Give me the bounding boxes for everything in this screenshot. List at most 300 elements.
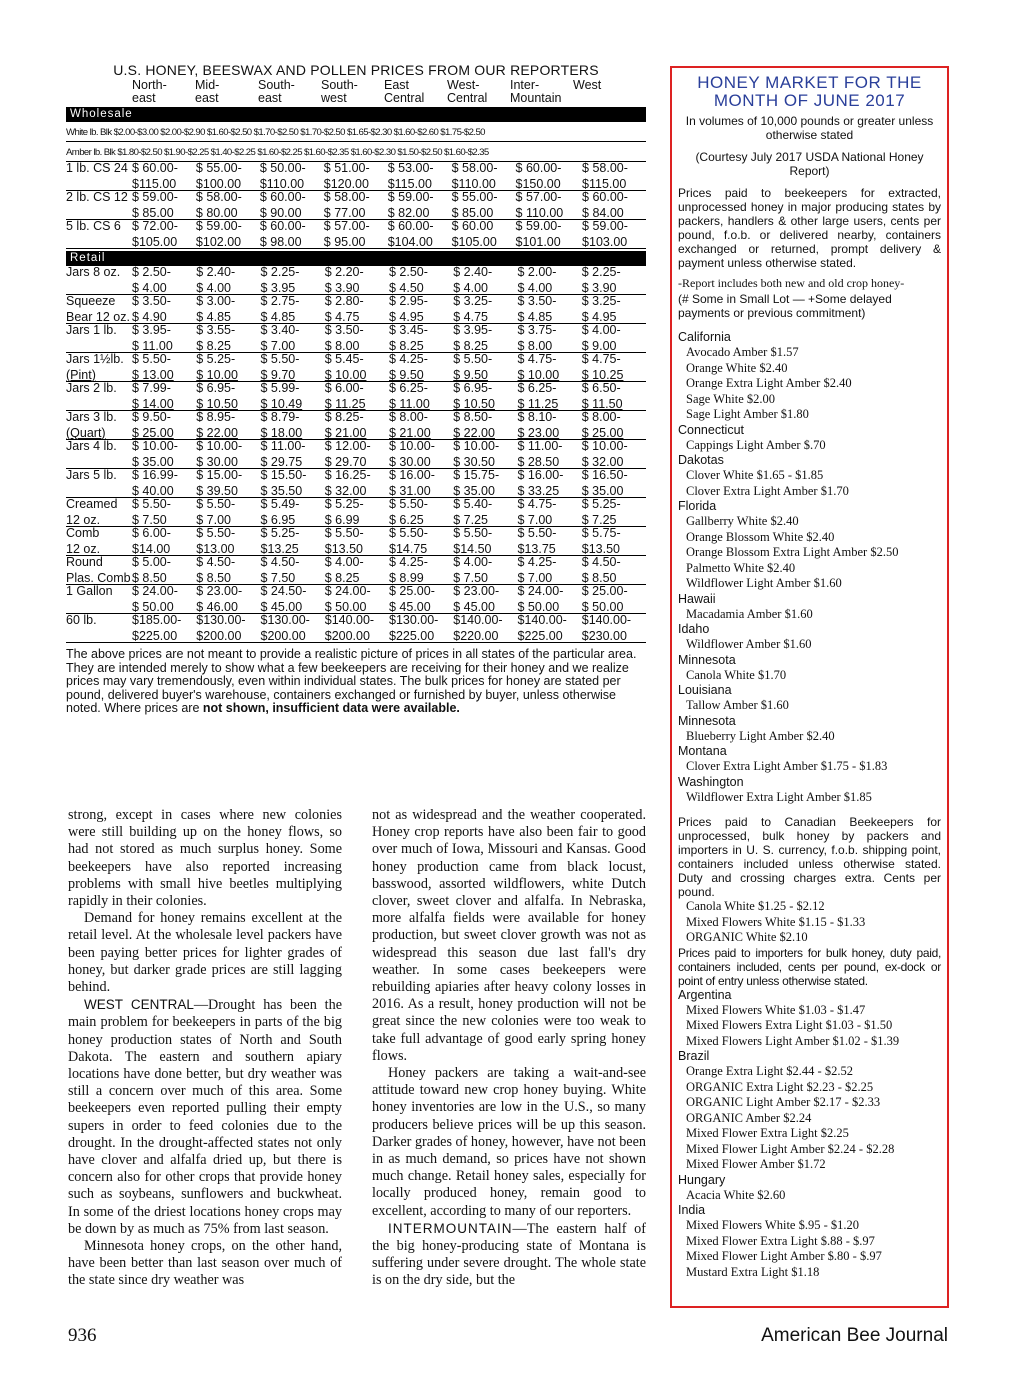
row-label-2	[66, 598, 132, 614]
price-row-cont	[66, 308, 646, 324]
price-cell: $ 57.00-	[515, 190, 562, 204]
price-item: Mixed Flower Amber $1.72	[686, 1157, 826, 1171]
article-paragraph: not as widespread and the weather cooperated. Honey crop reports have also been fair to good over much of Iowa, Missouri and Kansas. Good honey production came from black locust, basswood, assorted wildflowers, white Dutch clover, sweet clover and alfalfa. In Nebraska, more alfalfa fields were available for honey production, but sweet clover growth was not as widespread this season due last fall's dry weather. In some cases beekeepers were rebuilding apiaries after heavy colony losses in 2016. As a result, honey production will not be great since the new colonies were too weak to take full advantage of good early spring honey flows.	[372, 807, 646, 1064]
price-cell: $ 5.50-	[389, 526, 428, 540]
price-item: Wildflower Light Amber $1.60	[686, 576, 842, 590]
row-label: 5 lb. CS 6	[66, 219, 121, 233]
price-cell: $ 4.75	[325, 308, 389, 324]
price-cell: $ 4.50-	[260, 555, 300, 569]
article-text: —The eastern half of the big honey-producing state of Montana is suffering under severe drought. The whole state is on the dry side, but the	[372, 1220, 646, 1289]
price-cell: $13.50	[325, 540, 389, 556]
price-cell: $ 4.25-	[517, 555, 557, 569]
region-name: Brazil	[678, 1049, 710, 1063]
price-cell: $ 4.85	[518, 308, 582, 324]
price-cell: $ 58.00-	[195, 190, 242, 204]
price-row	[66, 556, 646, 569]
white-bulk-line: White lb. Blk $2.00-$3.00 $2.00-$2.90 $1.60-$2.50 $1.70-$2.50 $1.70-$2.50 $1.65-$2.30 $1.60-$2.60 $1.75-$2.50	[66, 122, 646, 142]
price-cell: $200.00	[325, 627, 389, 643]
price-cell: $ 8.10-	[517, 410, 557, 424]
price-cell: $ 4.00	[196, 279, 260, 295]
price-row-cont	[66, 511, 646, 527]
price-cell: $ 6.25-	[517, 381, 557, 395]
price-cell: $140.00-	[581, 613, 632, 627]
price-cell: $ 7.25	[453, 511, 517, 527]
price-cell: $115.00	[582, 175, 646, 191]
region-line2: east	[195, 91, 219, 105]
price-cell: $ 5.50-	[453, 526, 493, 540]
price-cell: $ 8.79-	[260, 410, 300, 424]
price-cell: $ 2.20-	[324, 265, 364, 279]
region-name: Connecticut	[678, 422, 745, 437]
price-cell: $ 50.00-	[259, 161, 306, 175]
canada-prices	[678, 899, 941, 946]
price-cell: $200.00	[261, 627, 325, 643]
price-cell: $ 72.00-	[132, 219, 178, 233]
price-cell: $ 22.00	[453, 424, 517, 440]
price-item: Mixed Flowers White $.95 - $1.20	[686, 1218, 860, 1232]
row-label: Jars 4 lb.	[66, 439, 117, 453]
price-cell: $ 55.00-	[451, 190, 498, 204]
price-row-cont	[66, 482, 646, 498]
price-cell: $ 50.00	[132, 598, 196, 614]
price-cell: $130.00-	[389, 613, 439, 627]
price-cell: $200.00	[196, 627, 260, 643]
price-cell: $ 10.50	[196, 395, 260, 411]
price-cell: $ 32.00	[325, 482, 389, 498]
price-cell: $ 6.95-	[196, 381, 236, 395]
price-cell: $ 24.00-	[324, 584, 371, 598]
article-column-b	[372, 807, 646, 1290]
region-spacer	[66, 79, 132, 105]
price-row-cont	[66, 627, 646, 643]
price-table-section	[66, 62, 646, 716]
price-cell: $ 60.00-	[132, 161, 178, 175]
price-cell: $ 4.85	[196, 308, 260, 324]
price-cell: $ 3.90	[325, 279, 389, 295]
row-label-2	[66, 395, 132, 411]
price-cell: $ 8.95-	[196, 410, 236, 424]
article-text: —Drought has been the main problem for beekeepers in parts of the big honey production states of North and South Dakota. The eastern and southern apiary locations have done better, but dry weather was still a concern over much of this area. Some beekeepers even reported pulling their empty supers in order to feed colonies due to the drought. In the drought-affected states not only have clover and alfalfa dried up, but there is concern also for other crops that provide honey such as soybeans, sunflowers and buckwheat. In some of the driest locations honey crops may be down by as much as 75% from last season.	[68, 997, 342, 1237]
region-name: Hawaii	[678, 591, 716, 606]
price-item: Clover White $1.65 - $1.85	[686, 468, 824, 482]
price-cell: $ 9.00	[582, 337, 646, 353]
row-label: Comb	[66, 526, 100, 540]
row-label: 2 lb. CS 12	[66, 190, 128, 204]
region-line2: Central	[384, 91, 425, 105]
price-item: Mixed Flowers Extra Light $1.03 - $1.50	[686, 1018, 893, 1032]
row-label: Jars 2 lb.	[66, 381, 117, 395]
price-cell: $102.00	[196, 233, 260, 249]
price-cell: $ 8.00	[325, 337, 389, 353]
region-header	[258, 79, 321, 105]
price-cell: $ 4.00-	[324, 555, 364, 569]
price-cell: $ 95.00	[324, 233, 388, 249]
price-cell: $ 7.00	[261, 337, 325, 353]
price-cell: $ 14.00	[132, 395, 196, 411]
price-cell: $ 23.00-	[453, 584, 500, 598]
sidebar-note: -Report includes both new and old crop honey-	[678, 276, 905, 290]
price-row	[66, 191, 646, 204]
price-cell: $ 7.25	[582, 511, 646, 527]
price-cell: $ 84.00	[582, 204, 646, 220]
price-cell: $ 7.00	[518, 511, 582, 527]
price-cell: $ 8.50	[132, 569, 196, 585]
price-cell: $220.00	[453, 627, 517, 643]
region-name: Minnesota	[678, 652, 736, 667]
region-name: Florida	[678, 499, 717, 513]
price-item: Mixed Flower Light Amber $2.24 - $2.28	[686, 1141, 895, 1156]
price-cell: $ 4.75-	[517, 497, 557, 511]
price-cell: $ 16.25-	[324, 468, 371, 482]
price-cell: $101.00	[516, 233, 583, 249]
price-cell: $ 10.25	[582, 366, 646, 382]
price-cell: $ 60.00	[451, 219, 494, 233]
price-cell: $ 10.49	[261, 395, 325, 411]
price-cell: $13.25	[261, 540, 325, 556]
price-row-cont	[66, 279, 646, 295]
region-name: Argentina	[678, 987, 732, 1002]
price-item: Acacia White $2.60	[686, 1187, 786, 1202]
price-cell: $ 33.25	[518, 482, 582, 498]
price-cell: $ 59.00-	[387, 190, 434, 204]
sidebar-subtitle: In volumes of 10,000 pounds or greater unless otherwise stated	[685, 114, 934, 142]
price-cell: $ 5.50-	[389, 497, 428, 511]
price-item: Orange White $2.40	[686, 360, 788, 375]
price-item: ORGANIC White $2.10	[686, 930, 808, 944]
price-cell: $ 16.99-	[132, 468, 178, 482]
price-cell: $ 4.00	[453, 279, 517, 295]
disclaimer	[66, 648, 646, 716]
price-cell: $ 59.00-	[515, 219, 562, 233]
row-label-2: (Pint)	[66, 366, 132, 382]
article-paragraph: Demand for honey remains excellent at the retail level. At the wholesale level packers have been paying better prices for lighter grades of honey, but darker grade prices are still lagging behind.	[68, 910, 342, 996]
price-cell: $ 4.75	[453, 308, 517, 324]
region-name: Idaho	[678, 622, 710, 636]
price-row-cont	[66, 233, 646, 249]
price-item: Sage White $2.00	[686, 391, 775, 406]
price-cell: $ 11.00	[389, 395, 453, 411]
price-cell: $ 25.00-	[581, 584, 628, 598]
price-cell: $ 5.99-	[260, 381, 300, 395]
row-label: Squeeze	[66, 294, 116, 308]
price-cell: $ 4.50-	[581, 555, 621, 569]
price-cell: $ 6.25-	[389, 381, 428, 395]
price-row	[66, 527, 646, 540]
region-line1: West-	[447, 78, 480, 92]
price-cell: $ 8.50	[582, 569, 646, 585]
price-row-cont	[66, 569, 646, 585]
price-cell: $225.00	[132, 627, 196, 643]
price-cell: $ 50.00	[518, 598, 582, 614]
region-name: India	[678, 1203, 706, 1217]
price-cell: $110.00	[452, 175, 516, 191]
price-cell: $ 4.75-	[581, 352, 621, 366]
price-cell: $ 10.00-	[132, 439, 178, 453]
price-cell: $ 5.25-	[324, 497, 364, 511]
price-cell: $ 9.50-	[132, 410, 171, 424]
price-cell: $ 35.50	[261, 482, 325, 498]
price-cell: $ 3.50-	[517, 294, 557, 308]
price-cell: $150.00	[516, 175, 583, 191]
price-item: Orange Blossom Extra Light Amber $2.50	[686, 545, 899, 559]
price-cell: $110.00	[260, 175, 324, 191]
region-line1: North-	[132, 78, 167, 92]
price-cell: $ 16.00-	[517, 468, 564, 482]
price-cell: $ 5.40-	[453, 497, 493, 511]
price-cell: $ 25.00	[582, 424, 646, 440]
table-title: U.S. HONEY, BEESWAX AND POLLEN PRICES FROM OUR REPORTERS	[113, 62, 599, 78]
price-cell: $ 10.00-	[389, 439, 435, 453]
price-cell: $ 10.50	[453, 395, 517, 411]
article-paragraph: strong, except in cases where new colonies were still building up on the honey flows, so had not stored as much surplus honey. Some beekeepers have also reported increasing problems with small hive beetles multiplying rapidly in their colonies.	[68, 807, 342, 910]
price-row	[66, 324, 646, 337]
price-cell: $ 28.50	[518, 453, 582, 469]
price-cell: $ 5.50-	[196, 526, 236, 540]
price-cell: $ 98.00	[260, 233, 324, 249]
price-cell: $ 24.50-	[260, 584, 307, 598]
price-item: Mixed Flowers Light Amber $1.02 - $1.39	[686, 1033, 900, 1048]
price-item: Clover Extra Light Amber $1.75 - $1.83	[686, 759, 888, 773]
price-row-cont	[66, 424, 646, 440]
region-header	[447, 79, 510, 105]
price-cell: $ 3.50-	[324, 323, 364, 337]
price-row	[66, 585, 646, 598]
price-row	[66, 440, 646, 453]
price-cell: $ 11.50	[582, 395, 646, 411]
price-row-cont	[66, 598, 646, 614]
region-line2: Central	[447, 91, 488, 105]
price-item: Cappings Light Amber $.70	[686, 437, 826, 452]
region-line2: west	[321, 91, 347, 105]
price-item: Mixed Flowers White $1.15 - $1.33	[686, 914, 866, 929]
price-cell: $ 2.00-	[517, 265, 557, 279]
price-cell: $ 2.80-	[324, 294, 364, 308]
price-cell: $ 60.00-	[387, 219, 434, 233]
price-cell: $104.00	[388, 233, 452, 249]
disclaimer-bold: not shown, insufficient data were available.	[202, 701, 460, 715]
region-line1: Inter-	[510, 78, 540, 92]
price-cell: $ 82.00	[388, 204, 452, 220]
price-cell: $ 5.25-	[260, 526, 300, 540]
price-cell: $ 11.25	[518, 395, 582, 411]
article-paragraph: Honey packers are taking a wait-and-see attitude toward new crop honey buying. White honey inventories are low in the U.S., so many producers believe prices will be up this season. Darker grades of honey, however, have not been in as much demand, so prices have not shown much change. Retail honey sales, especially for locally produced honey, remain good to excellent, according to many of our reporters.	[372, 1065, 646, 1219]
price-item: Wildflower Extra Light Amber $1.85	[686, 789, 872, 804]
price-cell: $ 45.00	[453, 598, 517, 614]
price-cell: $ 3.95-	[453, 323, 493, 337]
price-cell: $13.00	[196, 540, 260, 556]
row-label-2	[66, 453, 132, 469]
price-cell: $ 3.40-	[260, 323, 300, 337]
price-cell: $ 35.00	[582, 482, 646, 498]
page-number: 936	[68, 1325, 97, 1346]
price-cell: $ 2.25-	[581, 265, 621, 279]
price-item: Clover Extra Light Amber $1.70	[686, 483, 849, 498]
price-item: Palmetto White $2.40	[686, 560, 796, 575]
price-row-cont	[66, 366, 646, 382]
price-cell: $ 5.75-	[581, 526, 621, 540]
row-label-2: (Quart)	[66, 424, 132, 440]
price-cell: $ 30.00	[196, 453, 260, 469]
price-cell: $ 2.50-	[389, 265, 428, 279]
price-cell: $ 32.00	[582, 453, 646, 469]
region-headers	[66, 79, 646, 105]
price-cell: $ 8.50-	[453, 410, 493, 424]
amber-bulk-line: Amber lb. Blk $1.80-$2.50 $1.90-$2.25 $1.40-$2.25 $1.60-$2.25 $1.60-$2.35 $1.60-$2.30 $1.50-$2.50 $1.60-$2.35	[66, 142, 646, 162]
price-cell: $ 50.00	[325, 598, 389, 614]
price-item: Gallberry White $2.40	[686, 514, 799, 528]
price-cell: $ 4.75-	[517, 352, 557, 366]
price-row	[66, 266, 646, 279]
region-line2: Mountain	[510, 91, 562, 105]
price-cell: $ 4.85	[261, 308, 325, 324]
price-cell: $ 10.00-	[196, 439, 243, 453]
price-cell: $100.00	[196, 175, 260, 191]
price-cell: $ 21.00	[325, 424, 389, 440]
article-paragraph	[68, 996, 342, 1238]
price-cell: $ 57.00-	[323, 219, 370, 233]
row-label-2: Bear 12 oz.	[66, 308, 132, 324]
price-cell: $ 59.00-	[132, 190, 178, 204]
price-cell: $140.00-	[453, 613, 503, 627]
price-cell: $ 4.50	[389, 279, 453, 295]
price-cell: $ 77.00	[324, 204, 388, 220]
region-name: Washington	[678, 774, 744, 789]
price-cell: $130.00-	[196, 613, 246, 627]
price-row-cont	[66, 337, 646, 353]
price-item: Mixed Flower Extra Light $2.25	[686, 1126, 849, 1140]
row-label-2	[66, 279, 132, 295]
price-cell: $ 10.00	[325, 366, 389, 382]
region-header	[132, 79, 195, 105]
row-label-2: 12 oz.	[66, 540, 132, 556]
price-row-cont	[66, 453, 646, 469]
price-cell: $ 85.00	[132, 204, 196, 220]
price-cell: $105.00	[132, 233, 196, 249]
price-row	[66, 295, 646, 308]
price-item: Wildflower Amber $1.60	[686, 637, 812, 651]
price-cell: $ 3.95-	[132, 323, 171, 337]
price-cell: $ 4.00	[518, 279, 582, 295]
row-label-2	[66, 337, 132, 353]
price-cell: $ 2.50-	[132, 265, 171, 279]
price-item: Orange Blossom White $2.40	[686, 529, 835, 544]
price-cell: $105.00	[452, 233, 516, 249]
price-row	[66, 614, 646, 627]
price-cell: $ 13.00	[132, 366, 196, 382]
price-item: Tallow Amber $1.60	[686, 698, 789, 712]
price-cell: $ 5.45-	[324, 352, 364, 366]
price-cell: $14.50	[453, 540, 517, 556]
price-cell: $120.00	[324, 175, 388, 191]
price-cell: $ 3.55-	[196, 323, 236, 337]
price-cell: $ 22.00	[196, 424, 260, 440]
price-cell: $ 2.25-	[260, 265, 300, 279]
price-cell: $ 8.50	[196, 569, 260, 585]
price-row	[66, 411, 646, 424]
price-cell: $ 53.00-	[387, 161, 434, 175]
price-cell: $ 3.90	[582, 279, 646, 295]
disclaimer-text: The above prices are not meant to provide a realistic picture of prices in all states of the particular area. They are intended merely to show what a few beekeepers are receiving for their honey and we realize prices may vary tremendously, even within individual states. The bulk prices for honey are stated per pound, delivered buyer's warehouse, containers exchanged or furnished by buyer, unless otherwise noted. Where prices are	[66, 647, 637, 715]
price-cell: $ 7.50	[261, 569, 325, 585]
sidebar-title: HONEY MARKET FOR THE MONTH OF JUNE 2017	[697, 73, 922, 110]
price-cell: $ 2.75-	[260, 294, 300, 308]
price-cell: $ 80.00	[196, 204, 260, 220]
region-header	[510, 79, 573, 105]
price-cell: $ 3.00-	[196, 294, 236, 308]
retail-bar: Retail	[66, 251, 646, 266]
region-line2: east	[132, 91, 156, 105]
price-cell: $ 60.00-	[582, 190, 628, 204]
price-cell: $ 6.99	[325, 511, 389, 527]
price-cell: $ 3.25-	[581, 294, 621, 308]
price-cell: $103.00	[582, 233, 646, 249]
price-item: Avocado Amber $1.57	[686, 345, 799, 359]
price-cell: $ 23.00-	[196, 584, 243, 598]
price-cell: $ 3.75-	[517, 323, 557, 337]
price-cell: $ 51.00-	[323, 161, 370, 175]
sidebar-intro: Prices paid to beekeepers for extracted, unprocessed honey in major producing states by packers, handlers & other large users, cents per pound, f.o.b. or delivered nearby, containers exchanged or returned, prompt delivery & payment unless otherwise stated.	[678, 186, 941, 270]
price-cell: $ 85.00	[452, 204, 516, 220]
import-intro: Prices paid to importers for bulk honey, duty paid, containers included, cents per pound, ex-dock or point of entry unless otherwise stated.	[678, 945, 941, 988]
price-cell: $ 18.00	[261, 424, 325, 440]
price-cell: $ 58.00-	[323, 190, 370, 204]
price-cell: $ 5.25-	[196, 352, 236, 366]
price-cell: $225.00	[518, 627, 582, 643]
price-cell: $ 24.00-	[517, 584, 564, 598]
price-cell: $ 25.00	[132, 424, 196, 440]
price-cell: $ 3.25-	[453, 294, 493, 308]
price-cell: $115.00	[132, 175, 196, 191]
price-cell: $ 7.50	[453, 569, 517, 585]
row-label: 1 Gallon	[66, 584, 113, 598]
row-label-2: Plas. Comb	[66, 570, 131, 585]
article-paragraph: Minnesota honey crops, on the other hand, have been better than last season over much of the state since dry weather was	[68, 1238, 342, 1289]
price-cell: $ 8.00-	[389, 410, 428, 424]
row-label: Round	[66, 555, 103, 569]
price-cell: $ 4.00-	[453, 555, 493, 569]
retail-table	[66, 266, 646, 643]
price-item: Blueberry Light Amber $2.40	[686, 728, 835, 743]
price-cell: $ 8.00	[518, 337, 582, 353]
price-row-cont	[66, 395, 646, 411]
price-cell: $ 5.50-	[132, 352, 171, 366]
price-cell: $ 59.00-	[195, 219, 242, 233]
row-label: Jars 1 lb.	[66, 323, 117, 337]
row-label: 60 lb.	[66, 613, 97, 627]
price-cell: $ 5.50-	[517, 526, 557, 540]
price-cell: $ 23.00	[518, 424, 582, 440]
price-cell: $ 8.25	[453, 337, 517, 353]
price-row	[66, 162, 646, 175]
region-header	[321, 79, 384, 105]
price-cell: $140.00-	[324, 613, 375, 627]
price-item: Sage Light Amber $1.80	[686, 407, 809, 421]
price-row	[66, 353, 646, 366]
sidebar-courtesy: (Courtesy July 2017 USDA National Honey Report)	[695, 150, 924, 178]
price-cell: $230.00	[582, 627, 646, 643]
price-cell: $ 59.00-	[582, 219, 628, 233]
price-cell: $14.75	[389, 540, 453, 556]
row-label-2: 12 oz.	[66, 511, 132, 527]
price-cell: $ 3.45-	[389, 323, 428, 337]
price-cell: $ 45.00	[261, 598, 325, 614]
price-cell: $ 10.00-	[453, 439, 500, 453]
article-column-a	[68, 807, 342, 1290]
price-cell: $ 10.00	[196, 366, 260, 382]
region-line1: East	[384, 78, 410, 92]
price-cell: $ 11.00-	[517, 439, 563, 453]
row-label: Jars 1½lb.	[66, 352, 124, 366]
